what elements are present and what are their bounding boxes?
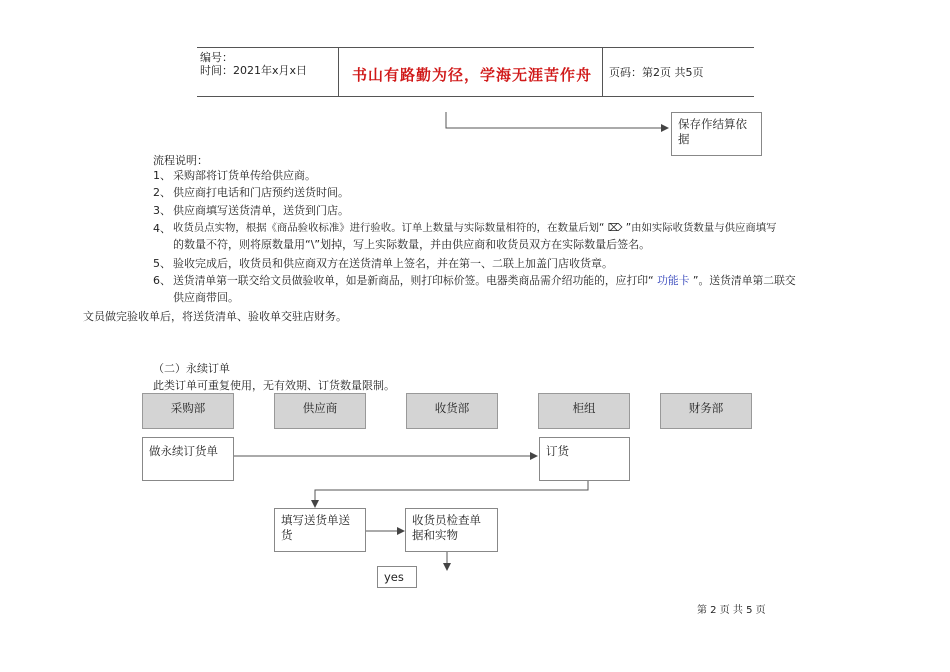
section2-desc: 此类订单可重复使用，无有效期、订货数量限制。 [153,379,395,392]
flow-item-5-num: 5、 [153,257,171,270]
box-check-documents-goods: 收货员检查单据和实物 [405,508,498,552]
flow-item-4-num: 4、 [153,222,171,235]
lane-supplier: 供应商 [274,393,366,429]
flow-item-4-line1: 收货员点实物，根据《商品验收标准》进行验收。订单上数量与实际数量相符的，在数量后划“ ⌦ ”由如实际收货数量与供应商填写 [173,222,777,234]
flow-item-5: 验收完成后，收货员和供应商双方在送货清单上签名，并在第一、二联上加盖门店收货章。 [173,257,613,270]
box-save-for-settlement: 保存作结算依据 [671,112,762,156]
lane-purchasing: 采购部 [142,393,234,429]
flow-item-2: 供应商打电话和门店预约送货时间。 [173,186,349,199]
section2-title: （二）永续订单 [153,362,230,375]
flow-item-6-num: 6、 [153,274,171,287]
flow-item-6-text-a: 送货清单第一联交给文员做验收单，如是新商品，则打印标价签。电器类商品需介绍功能的，应打印“ [173,274,658,287]
page-footer: 第 2 页 共 5 页 [697,605,766,616]
header-motto: 书山有路勤为径，学海无涯苦作舟 [352,66,593,84]
flow-item-1-num: 1、 [153,169,171,182]
header-page-label: 页码：第2页 共5页 [609,66,704,79]
lane-receiving: 收货部 [406,393,498,429]
header-time-label: 时间：2021年x月x日 [200,64,308,77]
header-number-label: 编号： [200,51,233,64]
flow-item-6-text-b: ”。送货清单第二联交 [689,274,796,287]
lane-counter: 柜组 [538,393,630,429]
lane-finance: 财务部 [660,393,752,429]
box-order-goods: 订货 [539,437,630,481]
flow-item-3-num: 3、 [153,204,171,217]
flow-desc-title: 流程说明： [153,154,208,167]
box-fill-delivery-note: 填写送货单送货 [274,508,366,552]
flow-item-1: 采购部将订货单传给供应商。 [173,169,316,182]
flow-item-2-num: 2、 [153,186,171,199]
box-yes: yes [377,566,417,588]
flow-item-6-line2: 供应商带回。 [173,291,239,304]
flow-item-4-line2: 的数量不符，则将原数量用“\”划掉，写上实际数量，并由供应商和收货员双方在实际数量后签名。 [173,238,651,251]
flow-desc-footer: 文员做完验收单后，将送货清单、验收单交驻店财务。 [83,310,347,323]
flow-item-3: 供应商填写送货清单，送货到门店。 [173,204,349,217]
function-card-link[interactable]: 功能卡 [657,274,690,287]
box-make-standing-order: 做永续订货单 [142,437,234,481]
flow-item-6-line1 [173,273,796,288]
